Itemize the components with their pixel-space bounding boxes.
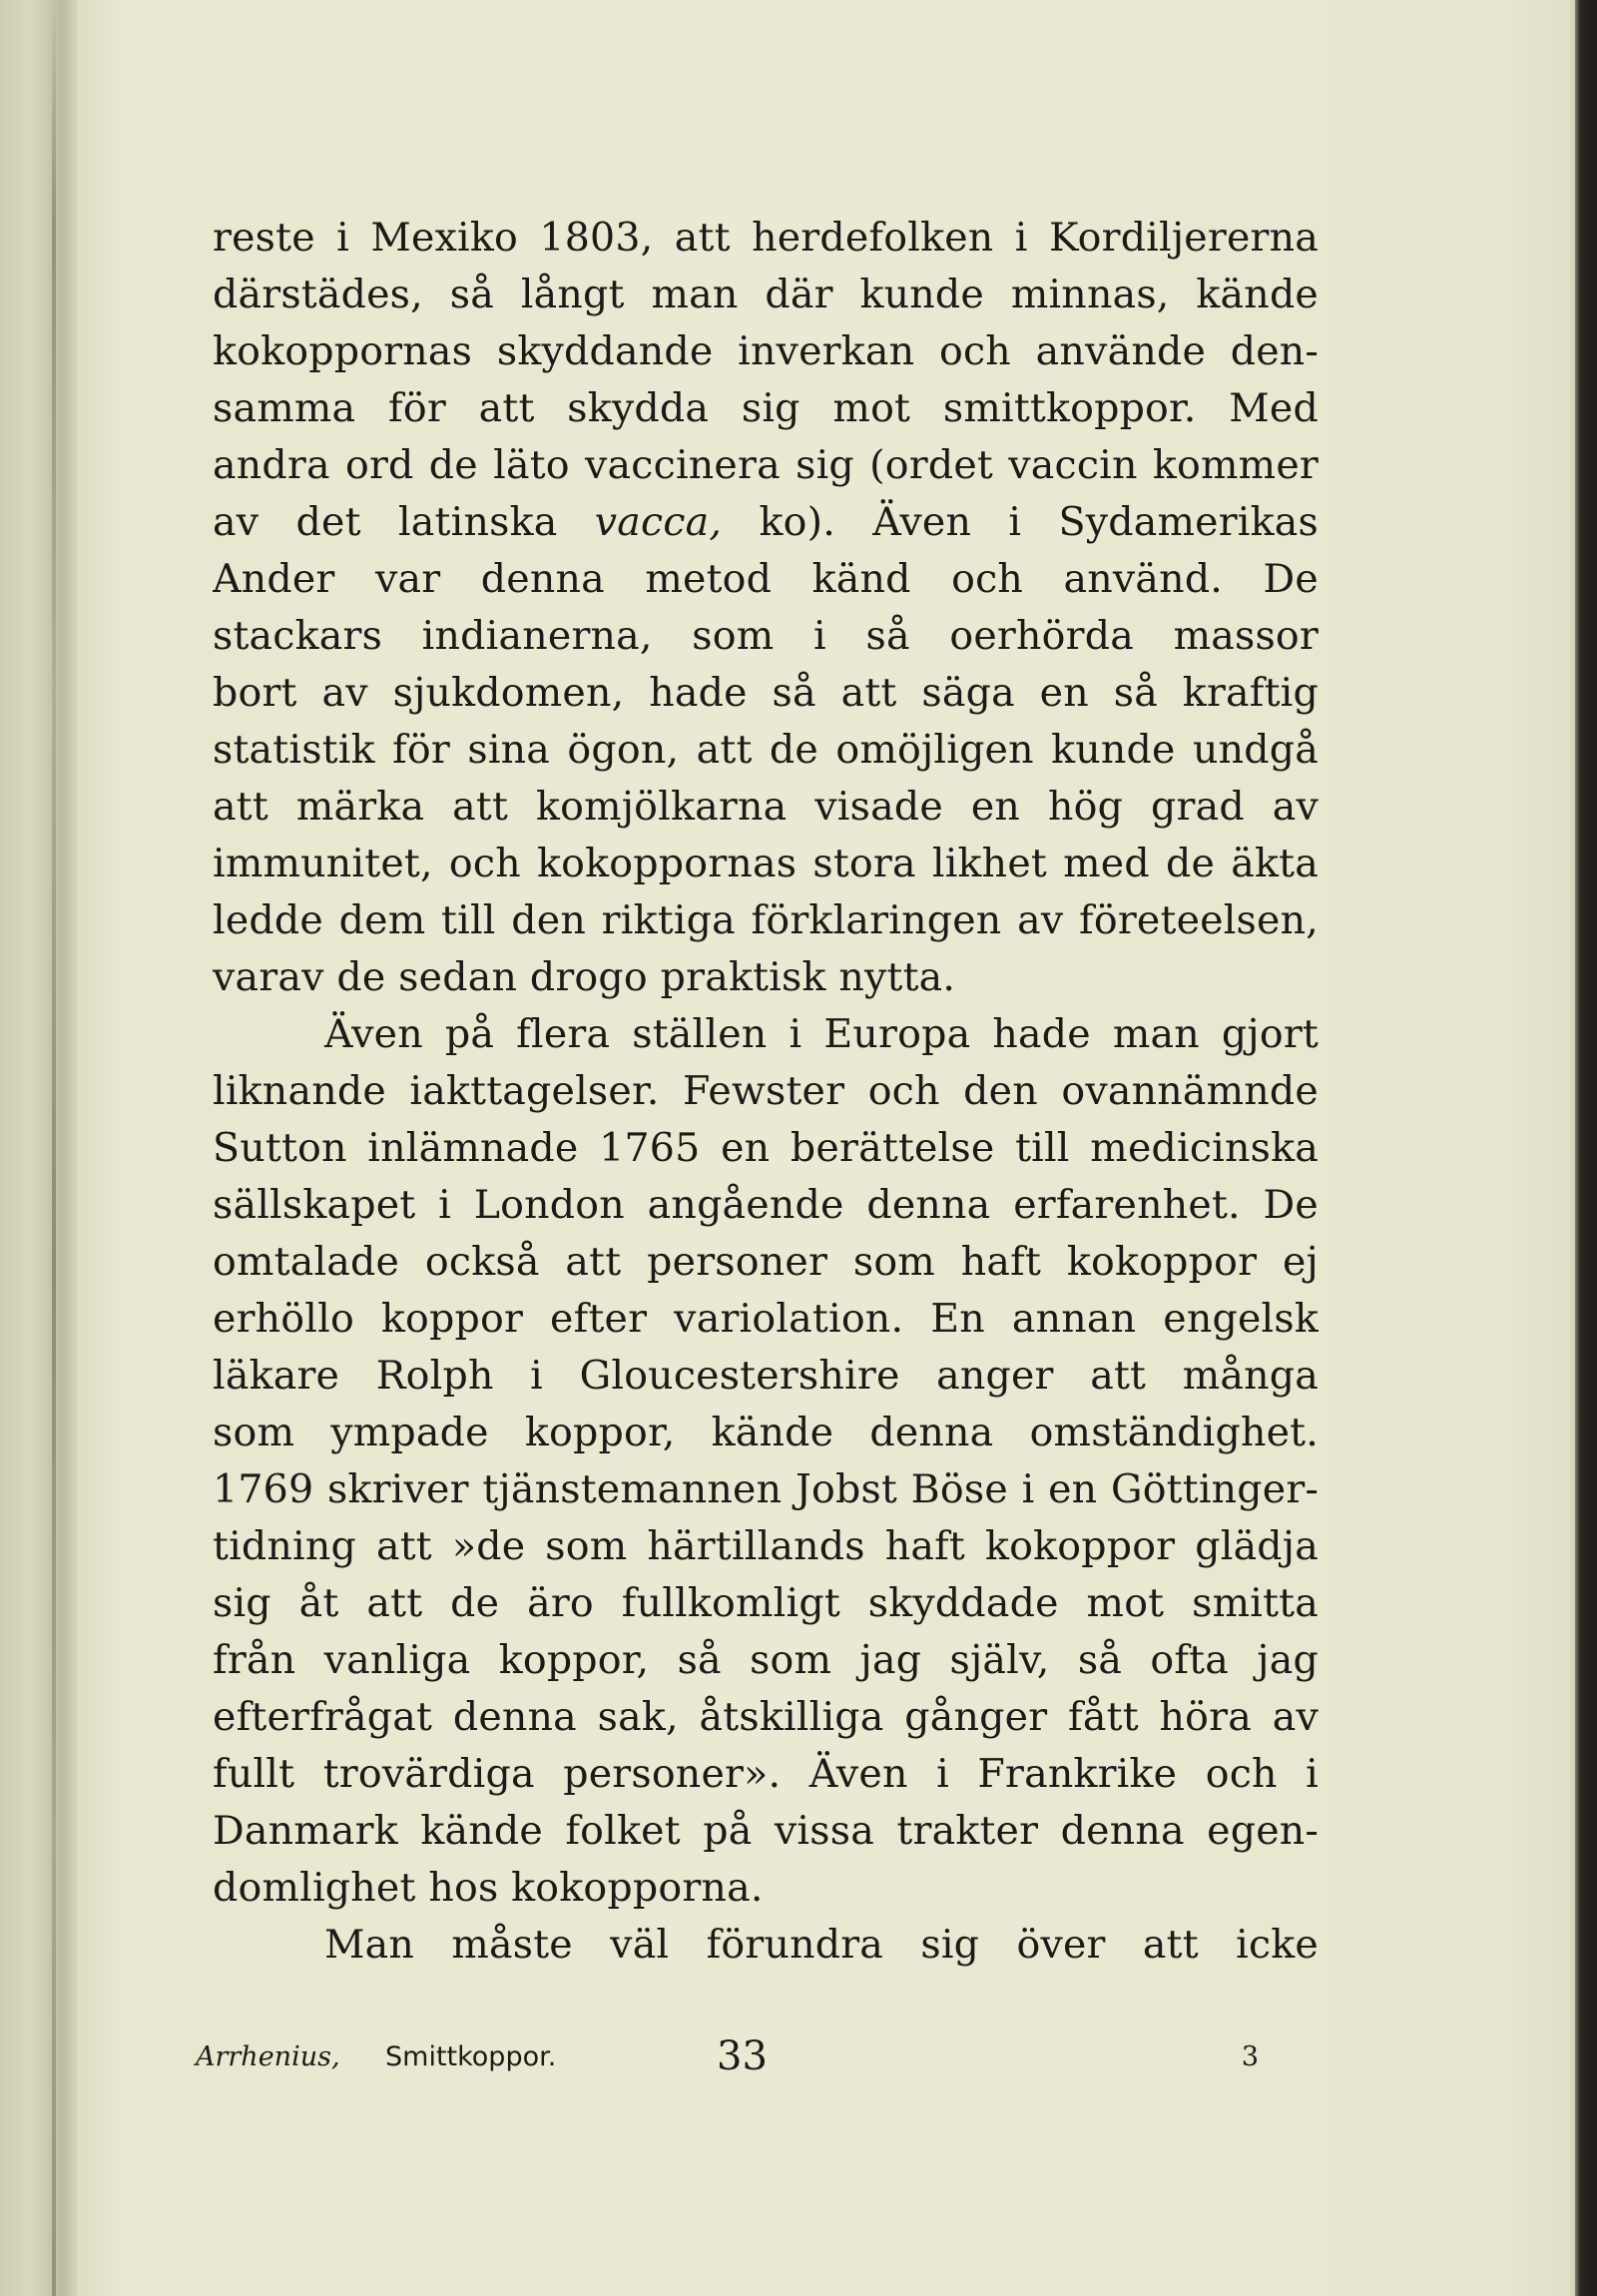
text-line-with-italic (213, 494, 1319, 551)
text-line: samma för att skydda sig mot smittkoppor. Med (213, 385, 1319, 431)
text-line: erhöllo koppor efter variolation. En annan engelsk (213, 1296, 1319, 1342)
text-line: 1769 skriver tjänstemannen Jobst Böse i en Göttinger- (213, 1466, 1319, 1512)
text-line: fullt trovärdiga personer». Även i Frankrike och i (213, 1751, 1319, 1797)
page-number: 33 (717, 2033, 768, 2079)
text-line: bort av sjukdomen, hade så att säga en så kraftig (213, 670, 1319, 716)
text-line: sällskapet i London angående denna erfarenhet. De (213, 1182, 1319, 1228)
text-line: immunitet, och kokoppornas stora likhet med de äkta (213, 841, 1319, 886)
text-line: Danmark kände folket på vissa trakter denna egen- (213, 1808, 1319, 1854)
book-gutter (0, 0, 78, 2296)
text-line: statistik för sina ögon, att de omöjligen kunde undgå (213, 727, 1319, 773)
text-line: att märka att komjölkarna visade en hög grad av (213, 784, 1319, 830)
text-line: andra ord de läto vaccinera sig (ordet vaccin kommer (213, 442, 1319, 488)
text-line: liknande iakttagelser. Fewster och den ovannämnde (213, 1068, 1319, 1114)
body-text (213, 210, 1319, 1974)
text-line: efterfrågat denna sak, åtskilliga gånger fått höra av (213, 1694, 1319, 1740)
text-line: tidning att »de som härtillands haft kokoppor glädja (213, 1523, 1319, 1569)
text-line: från vanliga koppor, så som jag själv, så ofta jag (213, 1637, 1319, 1683)
text-line: sig åt att de äro fullkomligt skyddade mot smitta (213, 1580, 1319, 1626)
page-edge (1567, 0, 1575, 2296)
text-line: därstädes, så långt man där kunde minnas, kände (213, 272, 1319, 317)
text-segment: ko). Även i Sydamerikas (759, 499, 1319, 545)
footer-author: Arrhenius, (196, 2041, 340, 2072)
text-line: som ympade koppor, kände denna omständighet. (213, 1410, 1319, 1455)
footer-title: Smittkoppor. (385, 2041, 557, 2072)
text-line: läkare Rolph i Gloucestershire anger att många (213, 1353, 1319, 1399)
text-line: Man måste väl förundra sig över att icke (324, 1922, 1319, 1968)
text-line: Ander var denna metod känd och använd. De (213, 556, 1319, 602)
text-line: Även på flera ställen i Europa hade man gjort (324, 1011, 1319, 1057)
text-line: reste i Mexiko 1803, att herdefolken i Kordiljererna (213, 215, 1319, 261)
text-line: domlighet hos kokopporna. (213, 1865, 764, 1911)
text-line: varav de sedan drogo praktisk nytta. (213, 954, 956, 1000)
signature-mark: 3 (1241, 2041, 1259, 2072)
text-line: omtalade också att personer som haft kokoppor ej (213, 1239, 1319, 1285)
page-footer (196, 2033, 1259, 2083)
text-line: ledde dem till den riktiga förklaringen av företeelsen, (213, 897, 1319, 943)
text-line: kokoppornas skyddande inverkan och använde den- (213, 328, 1319, 374)
italic-word: vacca, (594, 499, 723, 545)
book-cover-edge (1575, 0, 1597, 2296)
text-segment: av det latinska (213, 499, 558, 545)
text-line: Sutton inlämnade 1765 en berättelse till medicinska (213, 1125, 1319, 1171)
text-line: stackars indianerna, som i så oerhörda massor (213, 613, 1319, 659)
